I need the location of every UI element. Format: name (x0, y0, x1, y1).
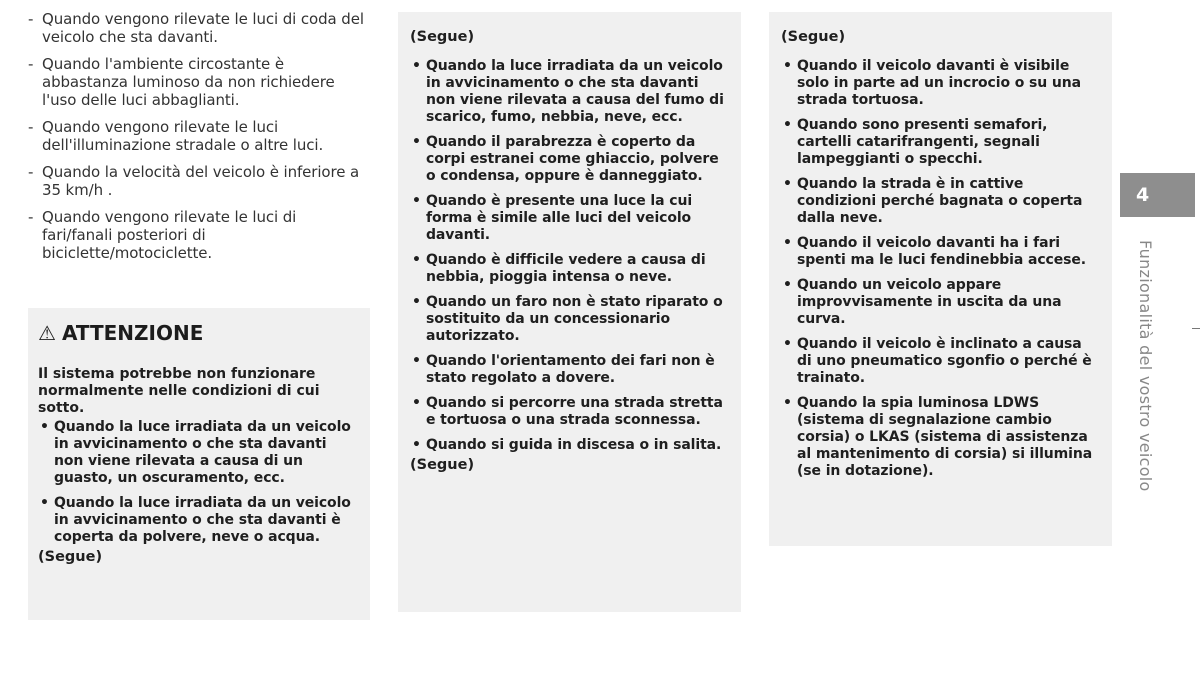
list-item: • Quando un veicolo appare improvvisamente in uscita da una curva. (781, 277, 1100, 328)
list-item: • Quando sono presenti semafori, cartelli catarifrangenti, segnali lampeggianti o specchi. (781, 117, 1100, 168)
warning-box (28, 308, 370, 620)
list-item: • Quando un faro non è stato riparato o sostituito da un concessionario autorizzato. (410, 294, 727, 345)
warning-list (38, 419, 360, 546)
list-item: • Quando è presente una luce la cui forma è simile alle luci del veicolo davanti. (410, 193, 727, 244)
list-item: • Quando il veicolo davanti è visibile solo in parte ad un incrocio o su una strada tortuosa. (781, 58, 1100, 109)
continues-label: (Segue) (38, 549, 103, 565)
list-item: - Quando la velocità del veicolo è inferiore a 35 km/h . (28, 163, 370, 199)
list-item: • Quando la spia luminosa LDWS (sistema di segnalazione cambio corsia) o LKAS (sistema di assistenza al mantenimento di corsia) si illumina (se in dotazione). (781, 395, 1100, 480)
condition-list (28, 10, 370, 262)
column-1 (28, 10, 370, 271)
continued-heading: (Segue) (781, 29, 846, 45)
chapter-title: Funzionalità del vostro veicolo (1136, 240, 1155, 492)
list-item: • Quando la luce irradiata da un veicolo in avvicinamento o che sta davanti è coperta da polvere, neve o acqua. (38, 495, 360, 546)
column-3 (769, 12, 1112, 546)
list-item: - Quando l'ambiente circostante è abbastanza luminoso da non richiedere l'uso delle luci abbaglianti. (28, 55, 370, 109)
margin-tick (1192, 328, 1200, 329)
list-item: • Quando il veicolo è inclinato a causa di uno pneumatico sgonfio o perché è trainato. (781, 336, 1100, 387)
warning-triangle-icon: ⚠ (38, 321, 56, 345)
list-item: • Quando la strada è in cattive condizioni perché bagnata o coperta dalla neve. (781, 176, 1100, 227)
column-2 (398, 12, 741, 612)
list-item: • Quando è difficile vedere a causa di nebbia, pioggia intensa o neve. (410, 252, 727, 286)
warning-title-text: ATTENZIONE (61, 321, 204, 345)
warning-intro: Il sistema potrebbe non funzionare normalmente nelle condizioni di cui sotto. (38, 366, 320, 416)
list-item: • Quando il parabrezza è coperto da corpi estranei come ghiaccio, polvere o condensa, oppure è danneggiato. (410, 134, 727, 185)
continues-label: (Segue) (410, 457, 475, 473)
list-item: • Quando si percorre una strada stretta e tortuosa o una strada sconnessa. (410, 395, 727, 429)
warning-title (38, 321, 360, 345)
list-item: • Quando l'orientamento dei fari non è stato regolato a dovere. (410, 353, 727, 387)
list-item: • Quando la luce irradiata da un veicolo in avvicinamento o che sta davanti non viene rilevata a causa di un guasto, un oscuramento, ecc. (38, 419, 360, 487)
list-item: • Quando si guida in discesa o in salita. (410, 437, 727, 454)
chapter-tab: 4 (1120, 173, 1195, 217)
condition-list (410, 58, 727, 454)
list-item: - Quando vengono rilevate le luci di coda del veicolo che sta davanti. (28, 10, 370, 46)
condition-list (781, 58, 1100, 480)
list-item: - Quando vengono rilevate le luci dell'illuminazione stradale o altre luci. (28, 118, 370, 154)
list-item: • Quando la luce irradiata da un veicolo in avvicinamento o che sta davanti non viene rilevata a causa del fumo di scarico, fumo, nebbia, neve, ecc. (410, 58, 727, 126)
continued-heading: (Segue) (410, 29, 475, 45)
list-item: • Quando il veicolo davanti ha i fari spenti ma le luci fendinebbia accese. (781, 235, 1100, 269)
list-item: - Quando vengono rilevate le luci di fari/fanali posteriori di biciclette/motociclette. (28, 208, 370, 262)
